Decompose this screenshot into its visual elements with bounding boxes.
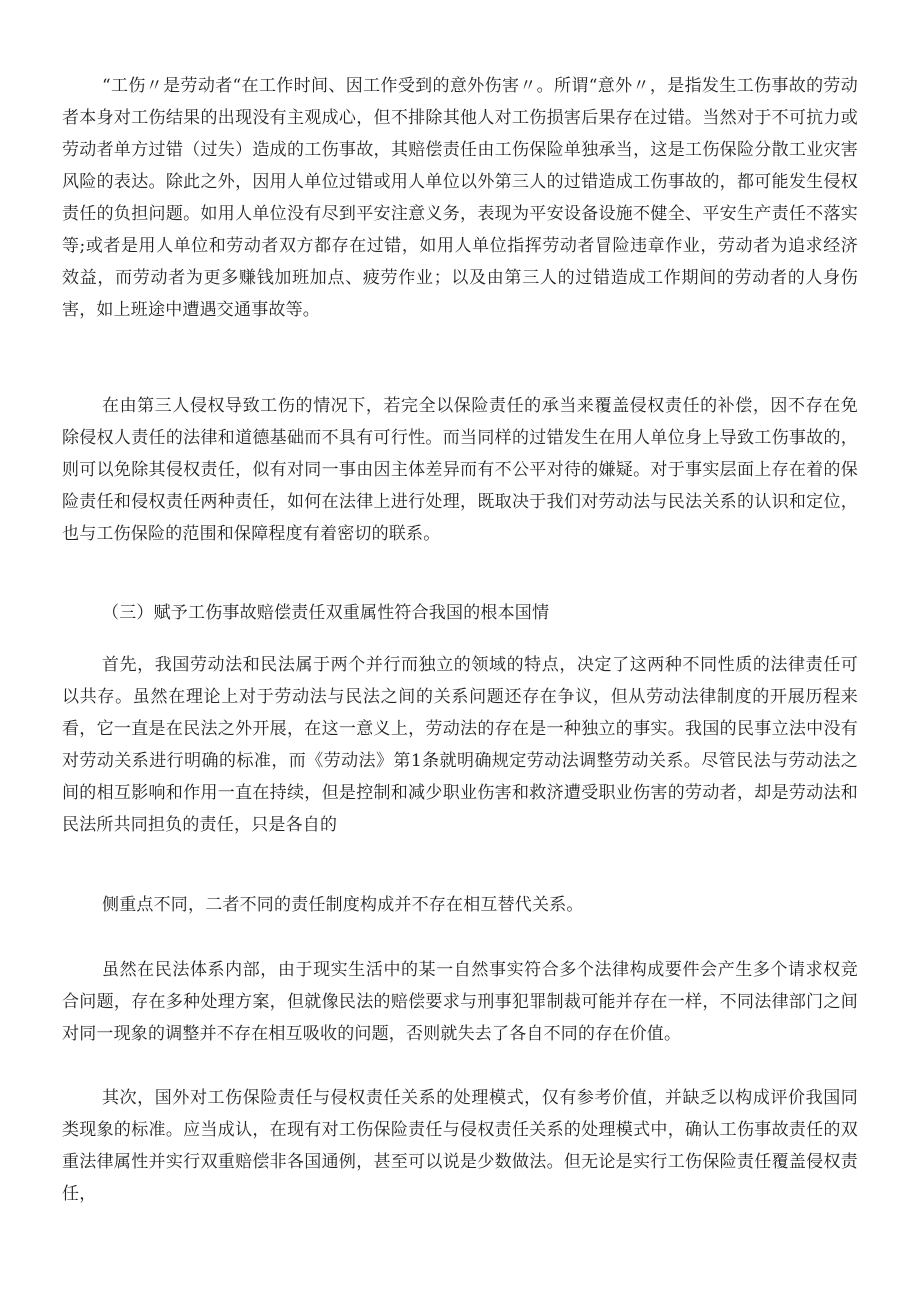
section-heading: （三）赋予工伤事故赔偿责任双重属性符合我国的根本国情 <box>102 603 550 623</box>
paragraph-2: 在由第三人侵权导致工伤的情况下，若完全以保险责任的承当来覆盖侵权责任的补偿，因不存在免除侵权人责任的法律和道德基础而不具有可行性。而当同样的过错发生在用人单位身上导致工伤事故的，则可以免除其侵权责任，似有对同一事由因主体差异而有不公平对待的嫌疑。对于事实层面上存在着的保险责任和侵权责任两种责任，如何在法律上进行处理，既取决于我们对劳动法与民法关系的认识和定位，也与工伤保险的范围和保障程度有着密切的联系。 <box>62 396 858 544</box>
paragraph-6: 其次，国外对工伤保险责任与侵权责任关系的处理模式，仅有参考价值，并缺乏以构成评价我国同类现象的标准。应当成认，在现有对工伤保险责任与侵权责任关系的处理模式中，确认工伤事故责任的双重法律属性并实行双重赔偿非各国通例，甚至可以说是少数做法。但无论是实行工伤保险责任覆盖侵权责任， <box>62 1088 858 1204</box>
paragraph-4: 侧重点不同，二者不同的责任制度构成并不存在相互替代关系。 <box>102 895 584 915</box>
paragraph-5: 虽然在民法体系内部，由于现实生活中的某一自然事实符合多个法律构成要件会产生多个请求权竞合问题，存在多种处理方案，但就像民法的赔偿要求与刑事犯罪制裁可能并存在一样，不同法律部门之间对同一现象的调整并不存在相互吸收的问题，否则就失去了各自不同的存在价值。 <box>62 960 858 1044</box>
paragraph-3: 首先，我国劳动法和民法属于两个并行而独立的领域的特点，决定了这两种不同性质的法律责任可以共存。虽然在理论上对于劳动法与民法之间的关系问题还存在争议，但从劳动法律制度的开展历程来看，它一直是在民法之外开展，在这一意义上，劳动法的存在是一种独立的事实。我国的民事立法中没有对劳动关系进行明确的标准，而《劳动法》第1条就明确规定劳动法调整劳动关系。尽管民法与劳动法之间的相互影响和作用一直在持续，但是控制和减少职业伤害和救济遭受职业伤害的劳动者，却是劳动法和民法所共同担负的责任，只是各自的 <box>62 655 858 835</box>
paragraph-1: “工伤〃是劳动者“在工作时间、因工作受到的意外伤害〃。所谓“意外〃，是指发生工伤事故的劳动者本身对工伤结果的出现没有主观成心，但不排除其他人对工伤损害后果存在过错。当然对于不可抗力或劳动者单方过错（过失）造成的工伤事故，其赔偿责任由工伤保险单独承当，这是工伤保险分散工业灾害风险的表达。除此之外，因用人单位过错或用人单位以外第三人的过错造成工伤事故的，都可能发生侵权责任的负担问题。如用人单位没有尽到平安注意义务，表现为平安设备设施不健全、平安生产责任不落实等;或者是用人单位和劳动者双方都存在过错，如用人单位指挥劳动者冒险违章作业，劳动者为追求经济效益，而劳动者为更多赚钱加班加点、疲劳作业；以及由第三人的过错造成工作期间的劳动者的人身伤害，如上班途中遭遇交通事故等。 <box>62 76 858 320</box>
